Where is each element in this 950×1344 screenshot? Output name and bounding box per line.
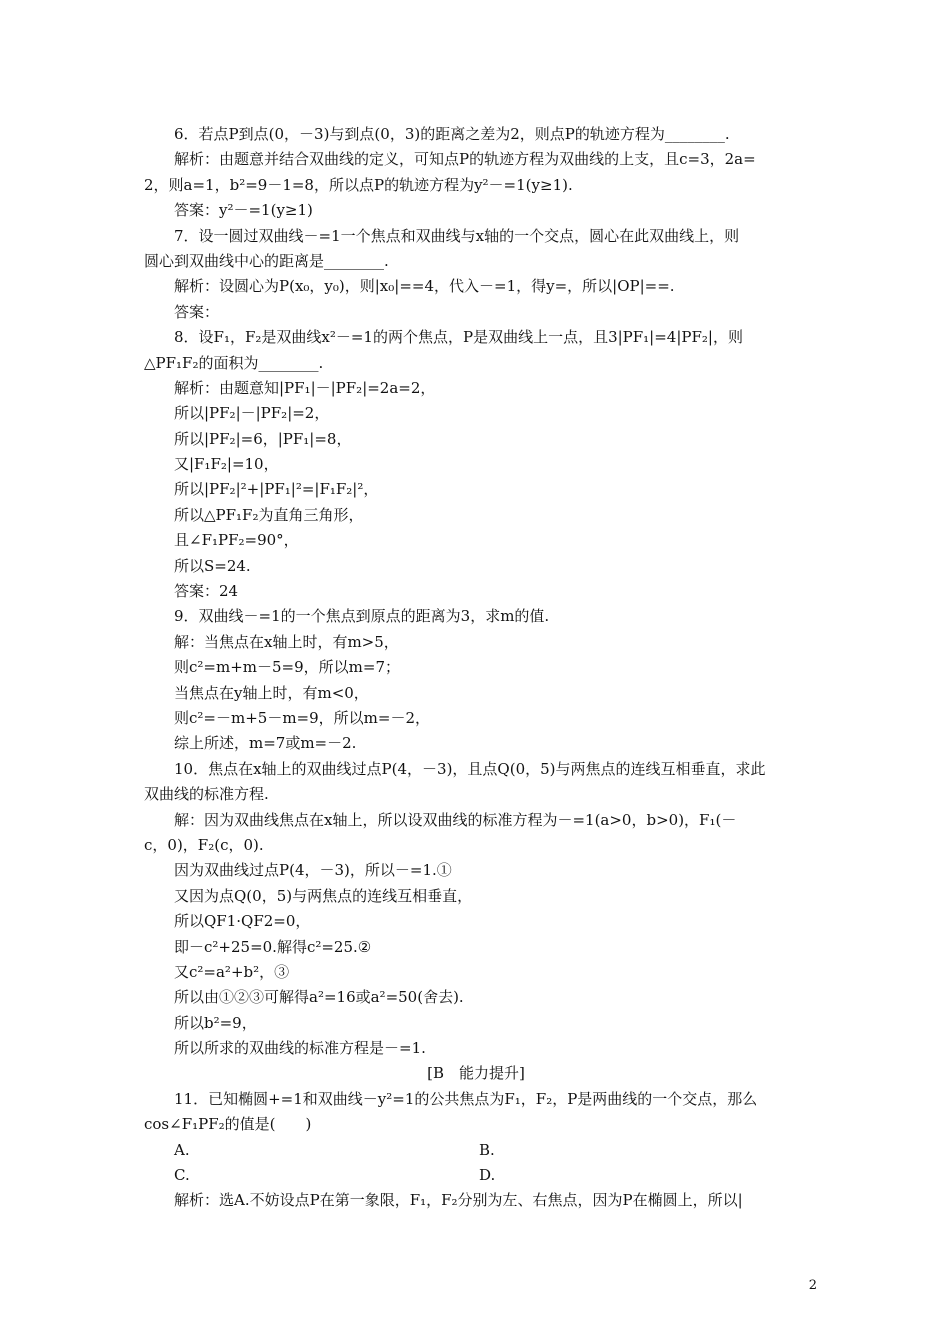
text-line: cos∠F₁PF₂的值是( )	[144, 1115, 312, 1134]
text-line: 解：当焦点在x轴上时，有m>5，	[174, 632, 399, 651]
text-line: 2，则a=1，b²=9－1=8，所以点P的轨迹方程为y²－=1(y≥1).	[144, 175, 573, 194]
text-line: 解析：由题意知|PF₁|－|PF₂|=2a=2，	[174, 378, 436, 397]
text-line: 所以b²=9，	[174, 1013, 257, 1032]
text-line: 答案：y²－=1(y≥1)	[174, 201, 313, 220]
page-number: 2	[808, 1278, 817, 1293]
text-line: 6．若点P到点(0，－3)与到点(0，3)的距离之差为2，则点P的轨迹方程为________.	[174, 125, 730, 143]
page-content	[144, 122, 808, 1214]
text-line: 解析：由题意并结合双曲线的定义，可知点P的轨迹方程为双曲线的上支，且c=3，2a=	[174, 150, 756, 169]
text-line: 所以△PF₁F₂为直角三角形，	[174, 505, 364, 524]
option-d: D.	[479, 1166, 496, 1185]
text-line: 所以|PF₂|²+|PF₁|²=|F₁F₂|²，	[174, 480, 379, 499]
choice-options-row	[144, 1138, 808, 1163]
text-line: 所以由①②③可解得a²=16或a²=50(舍去).	[174, 988, 464, 1007]
text-line: 所以|PF₂|－|PF₂|=2，	[174, 404, 330, 423]
text-line: 则c²=m+m－5=9，所以m=7；	[174, 658, 400, 677]
text-line: 即－c²+25=0.解得c²=25.②	[174, 937, 372, 956]
text-line: 所以|PF₂|=6，|PF₁|=8，	[174, 429, 352, 448]
text-line: 圆心到双曲线中心的距离是________.	[144, 251, 389, 270]
text-line: 解析：设圆心为P(x₀，y₀)，则|x₀|==4，代入－=1，得y=，所以|OP|==.	[174, 277, 675, 296]
text-line: 答案：	[174, 302, 220, 321]
text-line: 当焦点在y轴上时，有m<0，	[174, 683, 369, 702]
text-line: 8．设F₁，F₂是双曲线x²－=1的两个焦点，P是双曲线上一点，且3|PF₁|=4|PF₂|，则	[174, 328, 743, 347]
option-c: C.	[174, 1166, 190, 1185]
text-line: 双曲线的标准方程.	[144, 785, 269, 804]
text-line: 所以S=24.	[174, 556, 251, 575]
text-line: 又因为点Q(0，5)与两焦点的连线互相垂直，	[174, 886, 473, 905]
text-line: c，0)，F₂(c，0).	[144, 835, 264, 854]
text-line: 所以QF1·QF2=0，	[174, 912, 311, 931]
text-line: 7．设一圆过双曲线－=1一个焦点和双曲线与x轴的一个交点，圆心在此双曲线上，则	[174, 226, 740, 245]
choice-options-row	[144, 1163, 808, 1188]
text-line: 则c²=－m+5－m=9，所以m=－2，	[174, 708, 430, 727]
text-line: 解：因为双曲线焦点在x轴上，所以设双曲线的标准方程为－=1(a>0，b>0)，F₁(－	[174, 810, 737, 829]
text-line: 且∠F₁PF₂=90°，	[174, 531, 299, 550]
text-line: 11．已知椭圆+=1和双曲线－y²=1的公共焦点为F₁，F₂，P是两曲线的一个交点，那么	[174, 1089, 758, 1108]
text-line: 10．焦点在x轴上的双曲线过点P(4，－3)，且点Q(0，5)与两焦点的连线互相垂直，求此	[174, 759, 766, 778]
text-line: 又c²=a²+b²，③	[174, 962, 290, 981]
option-b: B.	[479, 1140, 495, 1159]
text-line: 因为双曲线过点P(4，－3)，所以－=1.①	[174, 861, 452, 880]
text-line: 又|F₁F₂|=10，	[174, 455, 279, 474]
text-line: △PF₁F₂的面积为________.	[144, 353, 324, 372]
text-line: 所以所求的双曲线的标准方程是－=1.	[174, 1039, 426, 1058]
option-a: A.	[174, 1140, 190, 1159]
text-line: 解析：选A.不妨设点P在第一象限，F₁，F₂分别为左、右焦点，因为P在椭圆上，所以|	[174, 1191, 743, 1210]
text-line: 答案：24	[174, 582, 239, 601]
section-heading: [B 能力提升]	[427, 1064, 525, 1083]
text-line: 9．双曲线－=1的一个焦点到原点的距离为3，求m的值.	[174, 607, 550, 626]
text-line: 综上所述，m=7或m=－2.	[174, 734, 357, 753]
